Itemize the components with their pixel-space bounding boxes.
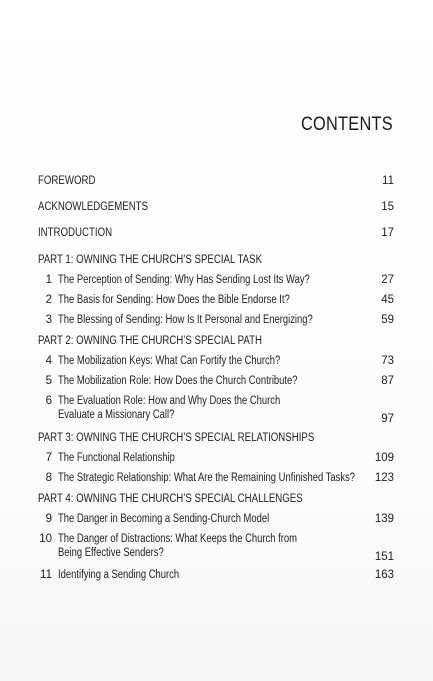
chapter-page-number: 87 <box>381 375 394 387</box>
part-heading <box>38 431 394 447</box>
chapter-number: 11 <box>40 569 52 581</box>
chapter-number: 6 <box>45 395 52 407</box>
entry-page-number: 11 <box>382 175 394 187</box>
page-title: CONTENTS <box>301 114 393 135</box>
toc-chapter-3 <box>38 313 394 333</box>
toc-chapter-6 <box>38 394 394 430</box>
chapter-title: The Blessing of Sending: How Is It Personal and Energizing? <box>58 314 313 326</box>
part-heading <box>38 492 394 508</box>
chapter-title: The Mobilization Keys: What Can Fortify the Church? <box>58 355 281 367</box>
chapter-number: 7 <box>45 452 52 464</box>
chapter-title: Identifying a Sending Church <box>58 569 180 581</box>
chapter-page-number: 97 <box>381 413 394 425</box>
chapter-number: 9 <box>45 513 52 525</box>
toc-chapter-9 <box>38 512 394 532</box>
front-matter-list <box>38 174 394 252</box>
chapter-page-number: 109 <box>374 452 394 464</box>
chapter-number: 5 <box>45 375 52 387</box>
chapter-number: 2 <box>45 294 52 306</box>
chapter-number: 3 <box>45 314 52 326</box>
part-heading-label: PART 3: OWNING THE CHURCH’S SPECIAL RELATIONSHIPS <box>38 432 315 444</box>
toc-chapter-2 <box>38 293 394 313</box>
chapter-page-number: 139 <box>374 513 394 525</box>
chapter-page-number: 59 <box>381 314 394 326</box>
toc-part-1 <box>38 253 394 333</box>
entry-label: FOREWORD <box>38 175 96 187</box>
toc-chapter-4 <box>38 354 394 374</box>
chapter-number: 1 <box>45 274 52 286</box>
entry-label: ACKNOWLEDGEMENTS <box>38 201 149 213</box>
part-heading-label: PART 1: OWNING THE CHURCH’S SPECIAL TASK <box>38 254 263 266</box>
chapter-title: The Strategic Relationship: What Are the Remaining Unfinished Tasks? <box>58 472 356 484</box>
chapter-title-continued: Being Effective Senders? <box>58 547 164 559</box>
chapter-number: 4 <box>45 355 52 367</box>
chapter-title: The Mobilization Role: How Does the Church Contribute? <box>58 375 298 387</box>
toc-part-3 <box>38 431 394 491</box>
toc-entry-acknowledgements <box>38 200 394 226</box>
parts-list <box>38 253 394 588</box>
toc-entry-introduction <box>38 226 394 252</box>
table-of-contents <box>38 174 394 588</box>
chapter-title: The Perception of Sending: Why Has Sending Lost Its Way? <box>58 274 310 286</box>
chapter-title: The Danger in Becoming a Sending-Church Model <box>58 513 270 525</box>
chapter-title: The Danger of Distractions: What Keeps the Church from <box>58 533 298 545</box>
chapter-page-number: 73 <box>381 355 394 367</box>
toc-part-2 <box>38 334 394 430</box>
chapter-page-number: 151 <box>374 551 394 563</box>
toc-part-4 <box>38 492 394 588</box>
toc-chapter-5 <box>38 374 394 394</box>
chapter-page-number: 45 <box>381 294 394 306</box>
chapter-title: The Functional Relationship <box>58 452 175 464</box>
part-heading <box>38 334 394 350</box>
toc-chapter-10 <box>38 532 394 568</box>
part-heading-label: PART 4: OWNING THE CHURCH’S SPECIAL CHALLENGES <box>38 493 303 505</box>
entry-label: INTRODUCTION <box>38 227 113 239</box>
entry-page-number: 17 <box>381 227 394 239</box>
entry-page-number: 15 <box>381 201 394 213</box>
part-heading-label: PART 2: OWNING THE CHURCH’S SPECIAL PATH <box>38 335 263 347</box>
toc-entry-foreword <box>38 174 394 200</box>
toc-chapter-11 <box>38 568 394 588</box>
chapter-number: 10 <box>39 533 52 545</box>
chapter-title: The Evaluation Role: How and Why Does the Church <box>58 395 281 407</box>
chapter-page-number: 27 <box>381 274 394 286</box>
chapter-title: The Basis for Sending: How Does the Bible Endorse It? <box>58 294 290 306</box>
chapter-page-number: 123 <box>374 472 394 484</box>
toc-chapter-1 <box>38 273 394 293</box>
chapter-page-number: 163 <box>374 569 394 581</box>
chapter-number: 8 <box>45 472 52 484</box>
part-heading <box>38 253 394 269</box>
toc-chapter-7 <box>38 451 394 471</box>
toc-chapter-8 <box>38 471 394 491</box>
chapter-title-continued: Evaluate a Missionary Call? <box>58 409 175 421</box>
